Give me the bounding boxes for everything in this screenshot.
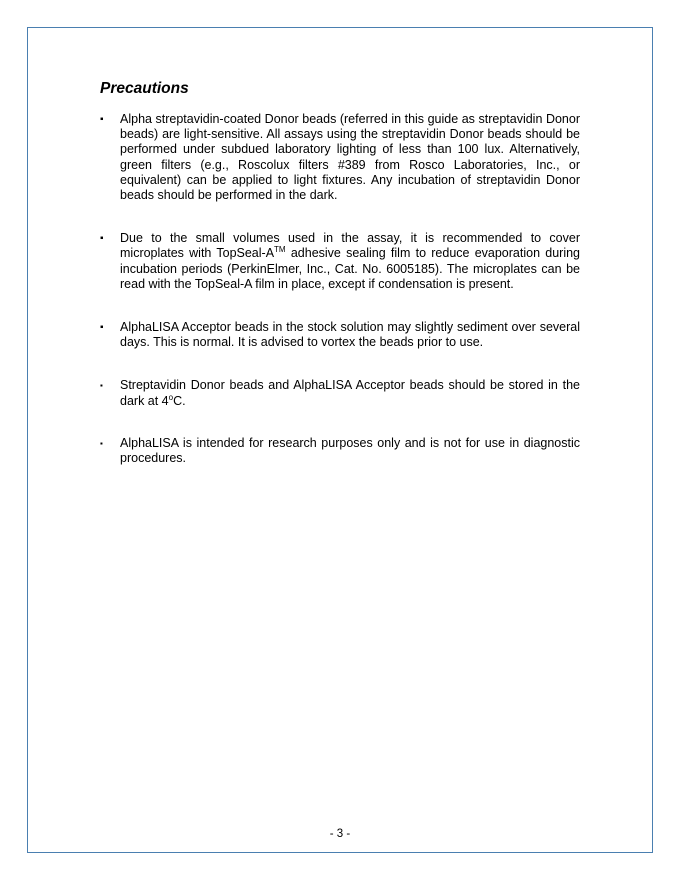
list-item-light-sensitivity [100, 112, 580, 203]
bullet-square-icon: ▪ [100, 233, 104, 245]
list-item-text-end: adhesive sealing film to reduce evaporation during incubation periods (PerkinElmer, Inc., Cat. No. 6005185). The microplates can be read with the TopSeal-A film in place, except if condensation is present. [120, 246, 581, 291]
list-item-text: Alpha streptavidin-coated Donor beads (referred in this guide as streptavidin Donor beads) are light-sensitive. All assays using the streptavidin Donor beads should be performed under subdued laboratory lighting of less than 100 lux. Alternatively, green filters (e.g., Roscolux filters #389 from Rosco Laboratories, Inc., or equivalent) can be applied to light fixtures. Any incubation of streptavidin Donor beads should be performed in the dark. [120, 112, 580, 203]
list-item-text-end: C. [173, 393, 186, 408]
list-item-text: AlphaLISA Acceptor beads in the stock solution may slightly sediment over several days. This is normal. It is advised to vortex the beads prior to use. [120, 320, 580, 350]
page-number: - 3 - [329, 828, 351, 840]
precautions-list [100, 112, 580, 466]
list-item-topseal [100, 231, 580, 292]
list-item-text-start: Due to the small volumes used in the assay, it is recommended to cover microplates with TopSeal-A [120, 231, 580, 261]
list-item-acceptor-sediment [100, 320, 580, 350]
bullet-square-icon: ▪ [100, 114, 104, 125]
list-item-research-use [100, 436, 580, 466]
degree-superscript: o [168, 392, 174, 402]
bullet-square-icon: ▪ [100, 322, 104, 334]
list-item-text: AlphaLISA is intended for research purposes only and is not for use in diagnostic procedures. [120, 435, 580, 466]
trademark-superscript: TM [274, 245, 286, 255]
list-item-text-start: Streptavidin Donor beads and AlphaLISA Acceptor beads should be stored in the dark at 4 [120, 378, 580, 408]
section-heading: Precautions [100, 80, 189, 97]
bullet-square-icon: ▪ [100, 438, 103, 448]
bullet-square-icon: ▪ [100, 381, 103, 391]
list-item-storage [100, 378, 580, 408]
